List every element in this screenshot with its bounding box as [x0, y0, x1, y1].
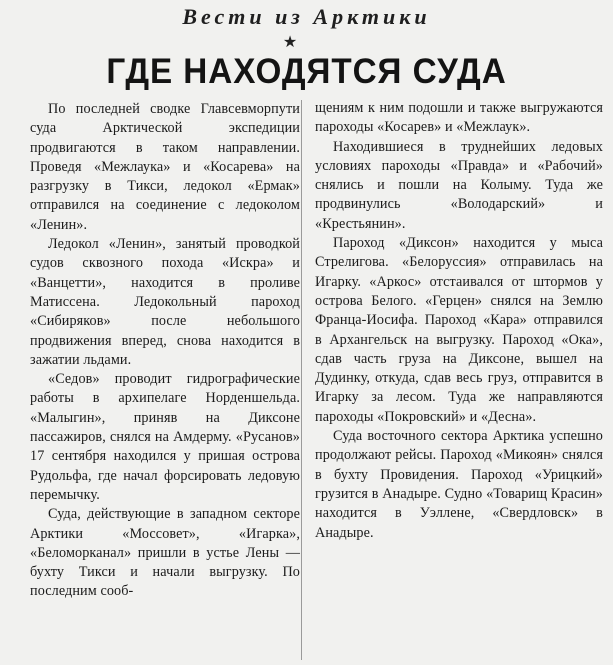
left-column — [30, 100, 300, 602]
right-column — [315, 99, 603, 543]
paragraph: По последней сводке Главсевморпути суда Арктической экспедиции продвигаются в таком направлении. Проведя «Межлаука» и «Косарева» на разгрузку в Тикси, ледокол «Ермак» отправился на соединение с ледоколом «Ленин». — [30, 101, 300, 233]
paragraph: Пароход «Диксон» находится у мыса Стрелигова. «Белоруссия» отправилась на Игарку. «Аркос» отстаивался от штормов у острова Белого. «Герцен» снялся на Землю Франца-Иосифа. Пароход «Кара» отправился в Архангельск на выгрузку. Пароход «Ока», сдав часть груза на Диксоне, вышел на Дудинку, откуда, сдав весь груз, отправится в Игарку за лесом. Туда же направляются пароходы «Покровский» и «Десна». — [315, 235, 603, 425]
section-rubric: Вести из Арктики — [182, 4, 431, 29]
paragraph: Суда, действующие в западном секторе Арктики «Моссовет», «Игарка», «Беломорканал» пришли в устье Лены — бухту Тикси и начали выгрузку. По последним сооб- — [30, 506, 300, 600]
paragraph: Суда восточного сектора Арктика успешно продолжают рейсы. Пароход «Микоян» снялся в бухту Провидения. Пароход «Урицкий» грузится в Анадыре. Судно «Товарищ Красин» находится в Уэллене, «Свердловск» в Анадыре. — [315, 428, 603, 541]
paragraph: Ледокол «Ленин», занятый проводкой судов сквозного похода «Искра» и «Ванцетти», находится в проливе Матиссена. Ледокольный пароход «Сибиряков» после небольшого продвижения вперед, снова находится в зажатии льдами. — [30, 236, 300, 368]
paragraph: щениям к ним подошли и также выгружаются пароходы «Косарев» и «Межлаук». — [315, 100, 603, 136]
column-divider — [301, 100, 302, 660]
paragraph: Находившиеся в труднейших ледовых условиях пароходы «Правда» и «Рабочий» снялись и пошли на Колыму. Туда же продвинулись «Володарский» и «Крестьянин». — [315, 138, 603, 232]
paragraph: «Седов» проводит гидрографические работы в архипелаге Норденшельда. «Малыгин», приняв на Диксоне пассажиров, снялся на Амдерму. «Русанов» 17 сентября находился у пришая острова Рудольфа, где начал форсировать ледовую перемычку. — [30, 371, 300, 503]
star-icon: ★ — [282, 34, 298, 51]
article-headline: ГДЕ НАХОДЯТСЯ СУДА — [106, 52, 507, 91]
